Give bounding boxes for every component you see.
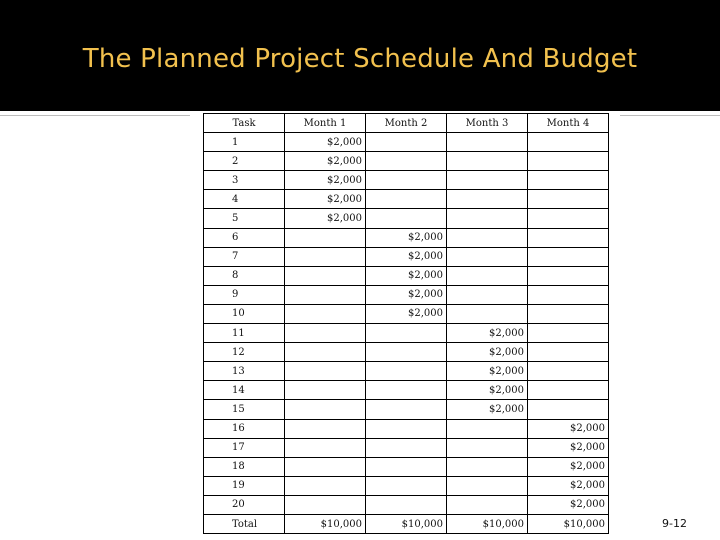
month-1-cell <box>285 304 366 323</box>
month-4-cell <box>528 400 609 419</box>
table-row <box>204 362 609 381</box>
task-cell: 15 <box>204 400 285 419</box>
task-cell: 3 <box>204 171 285 190</box>
month-1-cell: $2,000 <box>285 152 366 171</box>
table-row <box>204 209 609 228</box>
task-cell: 1 <box>204 133 285 152</box>
month-2-cell <box>366 495 447 514</box>
table-row <box>204 285 609 304</box>
table-row <box>204 495 609 514</box>
table-row <box>204 324 609 343</box>
month-4-cell <box>528 133 609 152</box>
month-1-cell <box>285 476 366 495</box>
divider-right <box>620 115 720 116</box>
month-3-cell <box>447 247 528 266</box>
task-cell: 7 <box>204 247 285 266</box>
total-month-4: $10,000 <box>528 514 609 533</box>
month-4-cell <box>528 209 609 228</box>
month-2-cell: $2,000 <box>366 228 447 247</box>
header-month-1: Month 1 <box>285 114 366 133</box>
task-cell: 18 <box>204 457 285 476</box>
table-row <box>204 266 609 285</box>
month-3-cell <box>447 171 528 190</box>
month-1-cell <box>285 495 366 514</box>
month-4-cell <box>528 171 609 190</box>
month-1-cell: $2,000 <box>285 190 366 209</box>
month-4-cell <box>528 381 609 400</box>
month-4-cell <box>528 247 609 266</box>
month-3-cell <box>447 133 528 152</box>
month-4-cell <box>528 228 609 247</box>
month-4-cell <box>528 152 609 171</box>
month-2-cell <box>366 438 447 457</box>
month-4-cell <box>528 304 609 323</box>
task-cell: 12 <box>204 343 285 362</box>
slide-number: 9-12 <box>662 517 687 530</box>
month-4-cell <box>528 266 609 285</box>
month-4-cell <box>528 324 609 343</box>
month-4-cell: $2,000 <box>528 457 609 476</box>
month-2-cell <box>366 400 447 419</box>
month-4-cell <box>528 362 609 381</box>
table-row <box>204 247 609 266</box>
month-3-cell <box>447 152 528 171</box>
table-header-row <box>204 114 609 133</box>
table-row <box>204 438 609 457</box>
month-3-cell <box>447 266 528 285</box>
month-1-cell: $2,000 <box>285 171 366 190</box>
month-2-cell <box>366 190 447 209</box>
month-2-cell <box>366 362 447 381</box>
task-cell: 14 <box>204 381 285 400</box>
task-cell: 13 <box>204 362 285 381</box>
task-cell: 20 <box>204 495 285 514</box>
task-cell: 9 <box>204 285 285 304</box>
header-task: Task <box>204 114 285 133</box>
month-3-cell <box>447 209 528 228</box>
task-cell: 11 <box>204 324 285 343</box>
month-4-cell: $2,000 <box>528 476 609 495</box>
task-cell: 19 <box>204 476 285 495</box>
month-2-cell <box>366 343 447 362</box>
month-2-cell <box>366 419 447 438</box>
total-label: Total <box>204 514 285 533</box>
month-4-cell <box>528 285 609 304</box>
month-3-cell: $2,000 <box>447 362 528 381</box>
table-body <box>204 133 609 534</box>
month-3-cell <box>447 495 528 514</box>
slide-title: The Planned Project Schedule And Budget <box>82 44 638 74</box>
month-3-cell <box>447 419 528 438</box>
table-row <box>204 457 609 476</box>
month-2-cell: $2,000 <box>366 304 447 323</box>
task-cell: 5 <box>204 209 285 228</box>
month-2-cell <box>366 209 447 228</box>
month-1-cell <box>285 457 366 476</box>
month-3-cell <box>447 228 528 247</box>
task-cell: 2 <box>204 152 285 171</box>
month-4-cell: $2,000 <box>528 495 609 514</box>
total-row <box>204 514 609 533</box>
month-3-cell: $2,000 <box>447 324 528 343</box>
task-cell: 4 <box>204 190 285 209</box>
task-cell: 6 <box>204 228 285 247</box>
table-row <box>204 133 609 152</box>
header-month-4: Month 4 <box>528 114 609 133</box>
month-3-cell <box>447 190 528 209</box>
month-4-cell <box>528 190 609 209</box>
divider-left <box>0 115 190 116</box>
month-1-cell <box>285 381 366 400</box>
month-3-cell <box>447 476 528 495</box>
month-2-cell: $2,000 <box>366 285 447 304</box>
month-1-cell <box>285 438 366 457</box>
month-3-cell <box>447 457 528 476</box>
header-month-3: Month 3 <box>447 114 528 133</box>
table-row <box>204 304 609 323</box>
month-4-cell <box>528 343 609 362</box>
task-cell: 16 <box>204 419 285 438</box>
table-row <box>204 381 609 400</box>
table-row <box>204 400 609 419</box>
month-1-cell <box>285 343 366 362</box>
month-3-cell <box>447 285 528 304</box>
task-cell: 10 <box>204 304 285 323</box>
month-3-cell: $2,000 <box>447 381 528 400</box>
table-row <box>204 190 609 209</box>
month-2-cell: $2,000 <box>366 247 447 266</box>
month-1-cell <box>285 285 366 304</box>
month-1-cell <box>285 247 366 266</box>
month-3-cell: $2,000 <box>447 400 528 419</box>
month-2-cell <box>366 381 447 400</box>
month-3-cell <box>447 438 528 457</box>
month-1-cell <box>285 266 366 285</box>
month-1-cell: $2,000 <box>285 209 366 228</box>
month-3-cell <box>447 304 528 323</box>
month-2-cell: $2,000 <box>366 266 447 285</box>
month-2-cell <box>366 324 447 343</box>
month-1-cell: $2,000 <box>285 133 366 152</box>
table-row <box>204 228 609 247</box>
total-month-3: $10,000 <box>447 514 528 533</box>
table-row <box>204 152 609 171</box>
table-row <box>204 171 609 190</box>
month-4-cell: $2,000 <box>528 419 609 438</box>
month-2-cell <box>366 171 447 190</box>
total-month-2: $10,000 <box>366 514 447 533</box>
month-2-cell <box>366 457 447 476</box>
month-3-cell: $2,000 <box>447 343 528 362</box>
schedule-table <box>203 113 609 534</box>
month-1-cell <box>285 324 366 343</box>
month-2-cell <box>366 133 447 152</box>
month-1-cell <box>285 228 366 247</box>
total-month-1: $10,000 <box>285 514 366 533</box>
month-1-cell <box>285 400 366 419</box>
month-1-cell <box>285 362 366 381</box>
task-cell: 17 <box>204 438 285 457</box>
month-2-cell <box>366 152 447 171</box>
table-row <box>204 419 609 438</box>
task-cell: 8 <box>204 266 285 285</box>
month-2-cell <box>366 476 447 495</box>
table-row <box>204 343 609 362</box>
month-4-cell: $2,000 <box>528 438 609 457</box>
header-month-2: Month 2 <box>366 114 447 133</box>
month-1-cell <box>285 419 366 438</box>
table-row <box>204 476 609 495</box>
